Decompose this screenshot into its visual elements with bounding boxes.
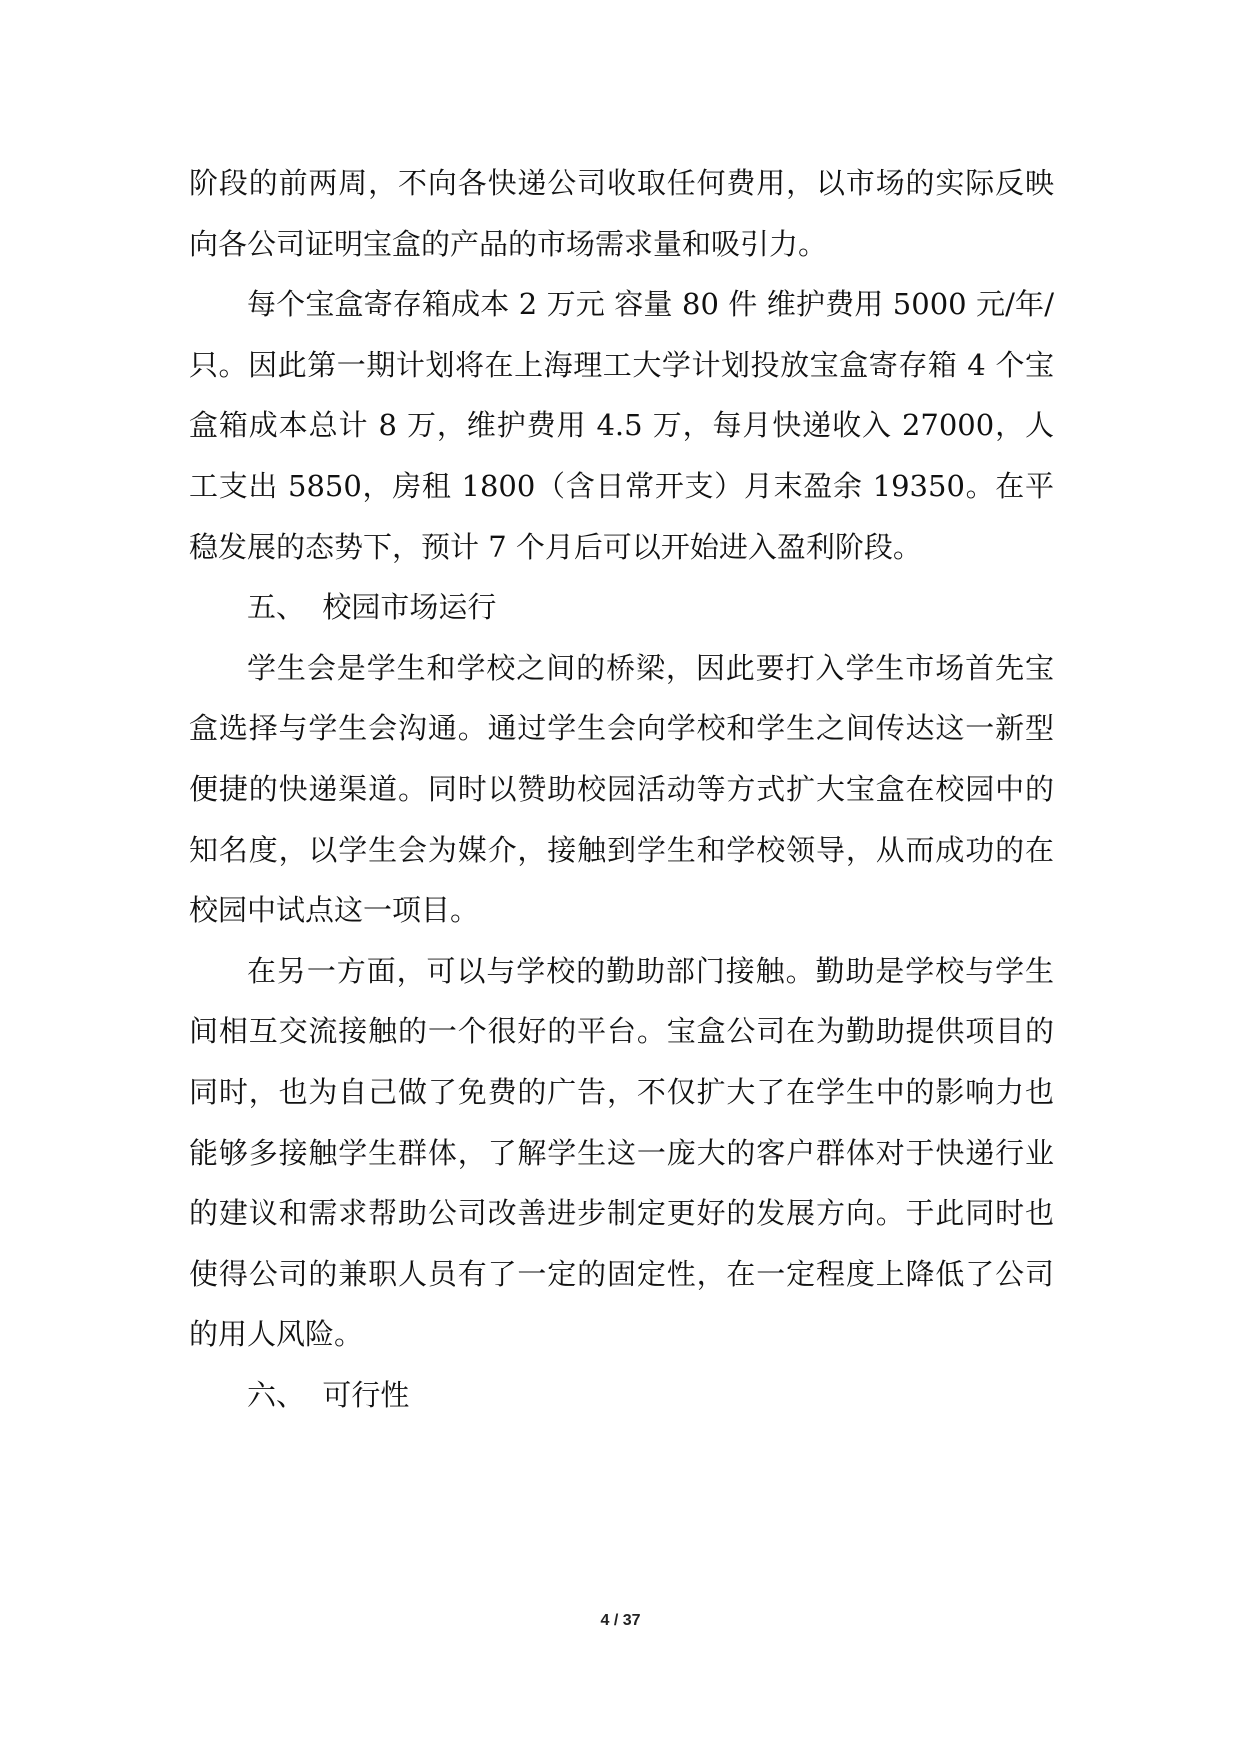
paragraph-continued: 阶段的前两周，不向各快递公司收取任何费用，以市场的实际反映向各公司证明宝盒的产品的市场需求量和吸引力。 <box>189 166 1054 261</box>
section-number: 六、 <box>247 1377 306 1412</box>
document-body <box>189 153 1054 1425</box>
section-heading-5 <box>189 577 1054 638</box>
page-number: 4 / 37 <box>600 1612 641 1629</box>
paragraph-student-union: 学生会是学生和学校之间的桥梁，因此要打入学生市场首先宝盒选择与学生会沟通。通过学生会向学校和学生之间传达这一新型便捷的快递渠道。同时以赞助校园活动等方式扩大宝盒在校园中的知名度，以学生会为媒介，接触到学生和学校领导，从而成功的在校园中试点这一项目。 <box>189 650 1054 928</box>
paragraph-cost-plan: 每个宝盒寄存箱成本 2 万元 容量 80 件 维护费用 5000 元/年/只。因此第一期计划将在上海理工大学计划投放宝盒寄存箱 4 个宝盒箱成本总计 8 万，维护费用 4.5 万，每月快递收入 27000，人工支出 5850，房租 1800（含日常开支）月末盈余 19350。在平稳发展的态势下，预计 7 个月后可以开始进入盈利阶段。 <box>189 287 1054 564</box>
section-title: 可行性 <box>322 1377 410 1412</box>
section-title: 校园市场运行 <box>322 590 497 625</box>
section-number: 五、 <box>247 590 306 625</box>
section-heading-6 <box>189 1365 1054 1426</box>
paragraph-work-study: 在另一方面，可以与学校的勤助部门接触。勤助是学校与学生间相互交流接触的一个很好的平台。宝盒公司在为勤助提供项目的同时，也为自己做了免费的广告，不仅扩大了在学生中的影响力也能够多接触学生群体，了解学生这一庞大的客户群体对于快递行业的建议和需求帮助公司改善进步制定更好的发展方向。于此同时也使得公司的兼职人员有了一定的固定性，在一定程度上降低了公司的用人风险。 <box>189 953 1054 1352</box>
